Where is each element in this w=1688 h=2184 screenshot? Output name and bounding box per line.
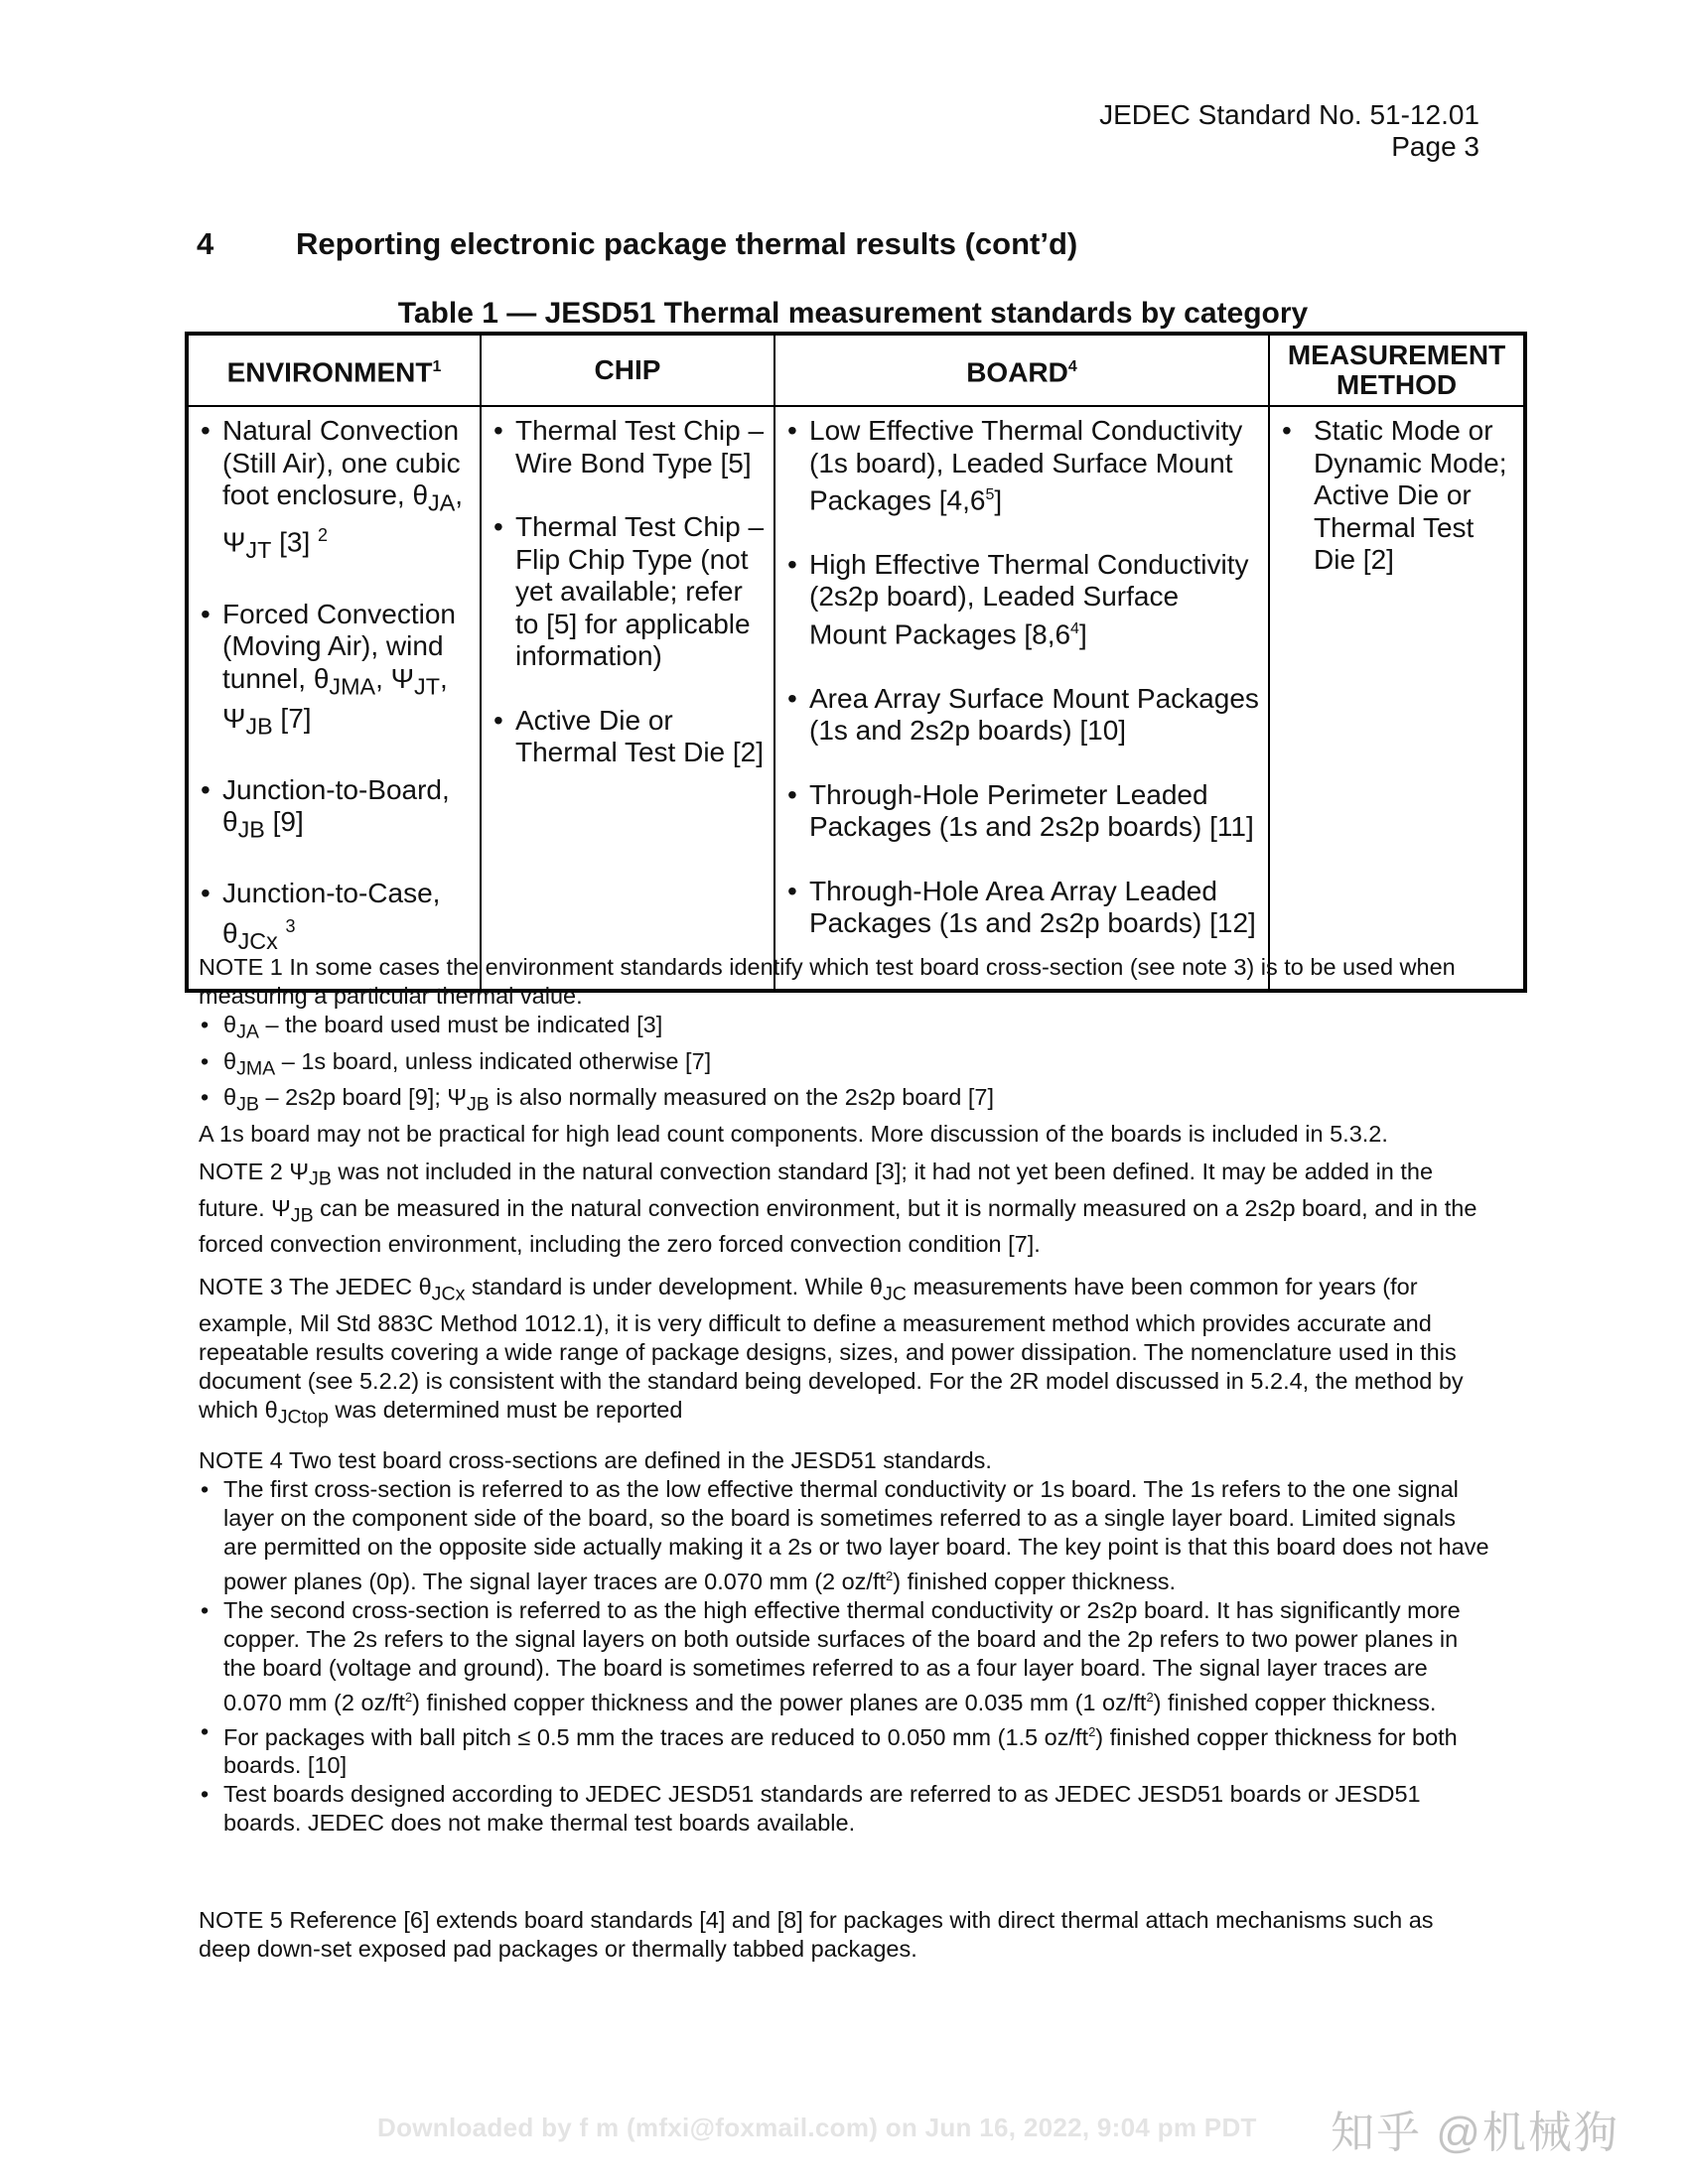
- list-item: • Forced Convection (Moving Air), wind tunnel, $\theta_{JMA}$, $\Psi_{JT}$, $\Psi_{JB}$ [7]: [201, 599, 472, 743]
- list-item: • $\theta_{JB} - 2s2p$ board [9]; $\Psi_{JB}$ is also normally measured on the 2s2p board [7]: [199, 1083, 1489, 1120]
- list-item: • Thermal Test Chip – Wire Bond Type [5]: [493, 415, 766, 479]
- environment-cell: [187, 406, 481, 991]
- section-number: 4: [197, 226, 214, 261]
- list-item: • Junction-to-Board, $\theta_{JB}$ [9]: [201, 774, 472, 847]
- list-item: • Static Mode or Dynamic Mode; Active Die or Thermal Test Die [2]: [1282, 415, 1515, 577]
- method-cell: [1269, 406, 1525, 991]
- list-item: • High Effective Thermal Conductivity (2s2p board), Leaded Surface Mount Packages $[8,6^4]$: [787, 549, 1260, 651]
- note-1-tail: A 1s board may not be practical for high lead count components. More discussion of the boards is included in 5.3.2.: [199, 1121, 1388, 1148]
- note-1-intro: NOTE 1 In some cases the environment standards identify which test board cross-section (see note 3) is to be used when measuring a particular thermal value.: [199, 954, 1456, 1009]
- list-item: • Low Effective Thermal Conductivity (1s board), Leaded Surface Mount Packages $[4,6^5]$: [787, 415, 1260, 517]
- header-board: BOARD$^4$: [774, 334, 1269, 406]
- list-item: • Through-Hole Perimeter Leaded Packages (1s and 2s2p boards) [11]: [787, 779, 1260, 844]
- note-4: [199, 1446, 1489, 1838]
- note-3-text: NOTE 3 The JEDEC $\theta_{JCx}$ standard is under development. While $\theta_{JC}$ measurements have been common for years (for example, Mil Std 883C Method 1012.1), it is very difficult to define a measurement method which provides accurate and repeatable results covering a wide range of package designs, sizes, and power dissipation. The nomenclature used in this document (see 5.2.2) is consistent with the standard being developed. For the 2R model discussed in 5.2.4, the method by which $\theta_{JCtop}$ was determined must be reported: [199, 1274, 1464, 1429]
- table-row: [187, 406, 1525, 991]
- list-item: • Thermal Test Chip – Flip Chip Type (not yet available; refer to [5] for applicable information): [493, 511, 766, 673]
- standards-table: [185, 332, 1527, 993]
- note-2: [199, 1158, 1489, 1259]
- header-measurement-method: MEASUREMENT METHOD: [1269, 334, 1525, 406]
- list-item: • For packages with ball pitch ≤ 0.5 mm the traces are reduced to 0.050 mm (1.5 $oz/ft^2$) finished copper thickness for both boards. [10]: [199, 1717, 1489, 1781]
- note-5: [199, 1906, 1489, 1964]
- list-item: • Through-Hole Area Array Leaded Packages (1s and 2s2p boards) [12]: [787, 876, 1260, 940]
- header-standard: JEDEC Standard No. 51-12.01: [1099, 99, 1479, 130]
- note-3: [199, 1273, 1489, 1432]
- list-item: • Junction-to-Case, $\theta_{JCx}$ $^3$: [201, 878, 472, 957]
- download-watermark: Downloaded by f m (mfxi@foxmail.com) on Jun 16, 2022, 9:04 pm PDT: [377, 2113, 1257, 2142]
- header-page: Page 3: [1391, 131, 1479, 162]
- table-caption: Table 1 — JESD51 Thermal measurement standards by category: [397, 297, 1309, 330]
- header-environment: ENVIRONMENT$^1$: [187, 334, 481, 406]
- list-item: • Active Die or Thermal Test Die [2]: [493, 705, 766, 769]
- list-item: • $\theta_{JA}$ – the board used must be indicated [3]: [199, 1011, 1489, 1047]
- list-item: • Area Array Surface Mount Packages (1s and 2s2p boards) [10]: [787, 683, 1260, 748]
- note-2-text: NOTE 2 $\Psi_{JB}$ was not included in the natural convection standard [3]; it had not yet been defined. It may be added in the future. $\Psi_{JB}$ can be measured in the natural convection environment, but it is normally measured on a 2s2p board, and in the forced convection environment, including the zero forced convection condition [7].: [199, 1159, 1477, 1258]
- list-item: • Natural Convection (Still Air), one cubic foot enclosure, $\theta_{JA}$, $\Psi_{JT}$ [3] $^2$: [201, 415, 472, 567]
- list-item: • The second cross-section is referred to as the high effective thermal conductivity or 2s2p board. It has significantly more copper. The 2s refers to the signal layers on both outside surfaces of the board and the 2p refers to two power planes in the board (voltage and ground). The board is sometimes referred to as a four layer board. The signal layer traces are 0.070 mm (2 $oz/ft^2$) finished copper thickness and the power planes are 0.035 mm (1 $oz/ft^2$) finished copper thickness.: [199, 1596, 1489, 1717]
- list-item: • $\theta_{JMA} - 1s$ board, unless indicated otherwise [7]: [199, 1047, 1489, 1084]
- note-5-text: NOTE 5 Reference [6] extends board standards [4] and [8] for packages with direct thermal attach mechanisms such as deep down-set exposed pad packages or thermally tabbed packages.: [199, 1907, 1434, 1962]
- note-4-intro: NOTE 4 Two test board cross-sections are defined in the JESD51 standards.: [199, 1447, 992, 1473]
- header-chip: CHIP: [481, 334, 774, 406]
- list-item: • The first cross-section is referred to as the low effective thermal conductivity or 1s board. The 1s refers to the one signal layer on the component side of the board, so the board is sometimes referred to as a single layer board. Limited signals are permitted on the opposite side actually making it a 2s or two layer board. The key point is that this board does not have power planes (0p). The signal layer traces are 0.070 mm (2 $oz/ft^2$) finished copper thickness.: [199, 1475, 1489, 1596]
- list-item: • Test boards designed according to JEDEC JESD51 standards are referred to as JEDEC JESD51 boards or JESD51 boards. JEDEC does not make thermal test boards available.: [199, 1780, 1489, 1838]
- note-1: [199, 953, 1489, 1149]
- board-cell: [774, 406, 1269, 991]
- brand-watermark: 知乎 @机械狗: [1331, 2109, 1619, 2157]
- section-title: Reporting electronic package thermal results (cont’d): [296, 226, 1078, 261]
- table-header-row: [187, 334, 1525, 406]
- chip-cell: [481, 406, 774, 991]
